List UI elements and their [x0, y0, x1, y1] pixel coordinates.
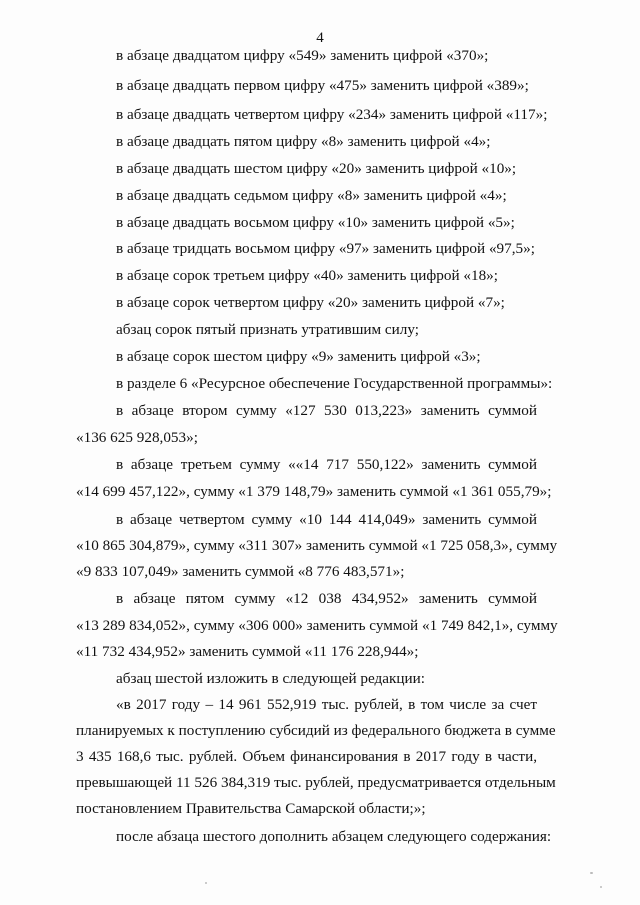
scan-speck: [600, 886, 602, 888]
text-line: в абзаце двадцать пятом цифру «8» заменить цифрой «4»;: [116, 133, 491, 150]
text-line: «13 289 834,052», сумму «306 000» заменить суммой «1 749 842,1», сумму: [76, 617, 558, 634]
text-line: «14 699 457,122», сумму «1 379 148,79» заменить суммой «1 361 055,79»;: [76, 483, 552, 500]
text-line: в абзаце сорок третьем цифру «40» заменить цифрой «18»;: [116, 267, 498, 284]
text-line: «10 865 304,879», сумму «311 307» заменить суммой «1 725 058,3», сумму: [76, 537, 558, 554]
text-line: 3 435 168,6 тыс. рублей. Объем финансирования в 2017 году в части,: [76, 748, 537, 765]
text-line: в абзаце четвертом сумму «10 144 414,049» заменить суммой: [116, 511, 537, 528]
text-line: в абзаце третьем сумму ««14 717 550,122» заменить суммой: [116, 456, 537, 473]
text-line: в абзаце пятом сумму «12 038 434,952» заменить суммой: [116, 590, 537, 607]
text-line: «в 2017 году – 14 961 552,919 тыс. рублей, в том числе за счет: [116, 696, 537, 713]
scan-speck: [590, 872, 593, 874]
text-line: после абзаца шестого дополнить абзацем следующего содержания:: [116, 828, 552, 845]
text-line: в разделе 6 «Ресурсное обеспечение Государственной программы»:: [116, 375, 553, 392]
text-line: в абзаце втором сумму «127 530 013,223» заменить суммой: [116, 402, 537, 419]
text-line: «9 833 107,049» заменить суммой «8 776 483,571»;: [76, 563, 405, 580]
text-line: в абзаце сорок шестом цифру «9» заменить цифрой «3»;: [116, 348, 481, 365]
text-line: в абзаце двадцать четвертом цифру «234» заменить цифрой «117»;: [116, 106, 548, 123]
text-line: превышающей 11 526 384,319 тыс. рублей, предусматривается отдельным: [76, 774, 556, 791]
text-line: в абзаце двадцать седьмом цифру «8» заменить цифрой «4»;: [116, 187, 507, 204]
text-line: в абзаце двадцать восьмом цифру «10» заменить цифрой «5»;: [116, 214, 515, 231]
text-line: в абзаце двадцать первом цифру «475» заменить цифрой «389»;: [116, 77, 529, 94]
text-line: «136 625 928,053»;: [76, 429, 198, 446]
page-number: 4: [316, 30, 324, 46]
text-line: «11 732 434,952» заменить суммой «11 176 228,944»;: [76, 643, 419, 660]
scan-speck: [205, 882, 207, 884]
text-line: в абзаце двадцать шестом цифру «20» заменить цифрой «10»;: [116, 160, 517, 177]
text-line: в абзаце двадцатом цифру «549» заменить цифрой «370»;: [116, 47, 489, 64]
text-line: абзац сорок пятый признать утратившим силу;: [116, 321, 419, 338]
text-line: в абзаце сорок четвертом цифру «20» заменить цифрой «7»;: [116, 294, 505, 311]
text-line: планируемых к поступлению субсидий из федерального бюджета в сумме: [76, 722, 556, 739]
text-line: абзац шестой изложить в следующей редакции:: [116, 670, 425, 687]
text-line: постановлением Правительства Самарской области;»;: [76, 800, 426, 817]
text-line: в абзаце тридцать восьмом цифру «97» заменить цифрой «97,5»;: [116, 240, 535, 257]
